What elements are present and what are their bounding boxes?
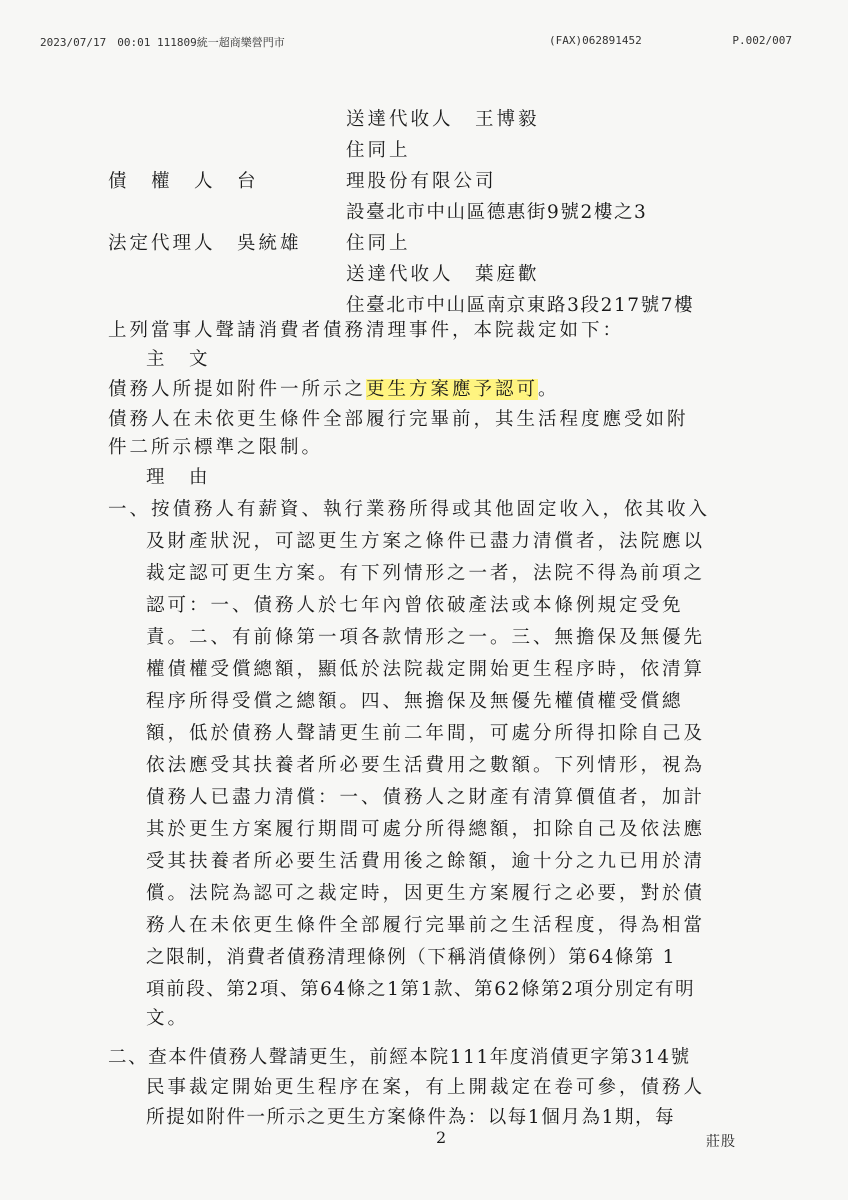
reason-2-line: 民事裁定開始更生程序在案，有上開裁定在卷可參，債務人 [146,1077,706,1098]
service-agent-1: 送達代收人 王博毅 [346,109,540,130]
reason-1-line: 權債權受償總額，顯低於法院裁定開始更生程序時，依清算 [146,659,706,680]
fax-header-page: P.002/007 [732,34,792,47]
reason-2-line: 二、查本件債務人聲請更生，前經本院111年度消債更字第314號 [108,1047,691,1068]
reason-1-line: 償。法院為認可之裁定時，因更生方案履行之必要，對於債 [146,883,706,904]
fax-header [40,34,792,50]
reason-1-line: 一、按債務人有薪資、執行業務所得或其他固定收入，依其收入 [108,499,711,520]
reason-1-line: 文。 [146,1008,190,1029]
fax-header-number: (FAX)062891452 [549,34,642,47]
reason-1-line: 認可：一、債務人於七年內曾依破產法或本條例規定受免 [146,595,684,616]
reason-1-line: 責。二、有前條第一項各款情形之一。三、無擔保及無優先 [146,627,706,648]
reason-1-line: 債務人已盡力清償：一、債務人之財產有清算價值者，加計 [146,787,706,808]
main-item-1 [108,379,560,401]
reason-2-line: 所提如附件一所示之更生方案條件為：以每1個月為1期，每 [146,1107,676,1128]
service-agent-2-address: 住臺北市中山區南京東路3段217號7樓 [346,295,695,316]
creditor-name: 理股份有限公司 [346,171,497,192]
reason-heading: 理 由 [146,467,211,488]
reason-1-line: 項前段、第2項、第64條之1第1款、第62條第2項分別定有明 [146,979,696,1000]
reason-1-line: 之限制，消費者債務清理條例（下稱消債條例）第64條第 1 [146,947,676,968]
division-seal: 莊股 [706,1134,736,1150]
reason-1-line: 裁定認可更生方案。有下列情形之一者，法院不得為前項之 [146,563,706,584]
intro-line: 上列當事人聲請消費者債務清理事件，本院裁定如下： [108,320,625,341]
page-number: 2 [436,1128,447,1147]
reason-1-line: 務人在未依更生條件全部履行完畢前之生活程度，得為相當 [146,915,706,936]
reason-1-line: 受其扶養者所必要生活費用後之餘額，逾十分之九已用於清 [146,851,706,872]
creditor-address: 設臺北市中山區德惠街9號2樓之3 [346,202,648,223]
reason-1-line: 程序所得受償之總額。四、無擔保及無優先權債權受償總 [146,691,684,712]
main-item-1-end: 。 [538,379,560,400]
service-agent-2: 送達代收人 葉庭歡 [346,264,540,285]
main-item-2-line-1: 債務人在未依更生條件全部履行完畢前，其生活程度應受如附 [108,409,689,430]
creditor-label: 債 權 人 台 [108,171,259,192]
main-heading: 主 文 [146,349,211,370]
main-item-1-text: 債務人所提如附件一所示之 [108,379,367,400]
highlighted-text: 更生方案應予認可 [366,379,539,400]
reason-1-line: 依法應受其扶養者所必要生活費用之數額。下列情形，視為 [146,755,706,776]
reason-1-line: 其於更生方案履行期間可處分所得總額，扣除自己及依法應 [146,819,706,840]
legal-rep-label: 法定代理人 吳統雄 [108,233,302,254]
same-address-1: 住同上 [346,140,411,161]
same-address-2: 住同上 [346,233,411,254]
main-item-2-line-2: 件二所示標準之限制。 [108,437,324,458]
fax-header-left: 2023/07/17 00:01 111809統一超商樂營門市 [40,36,285,49]
reason-1-line: 額，低於債務人聲請更生前二年間，可處分所得扣除自己及 [146,723,706,744]
reason-1-line: 及財產狀況，可認更生方案之條件已盡力清償者，法院應以 [146,531,706,552]
